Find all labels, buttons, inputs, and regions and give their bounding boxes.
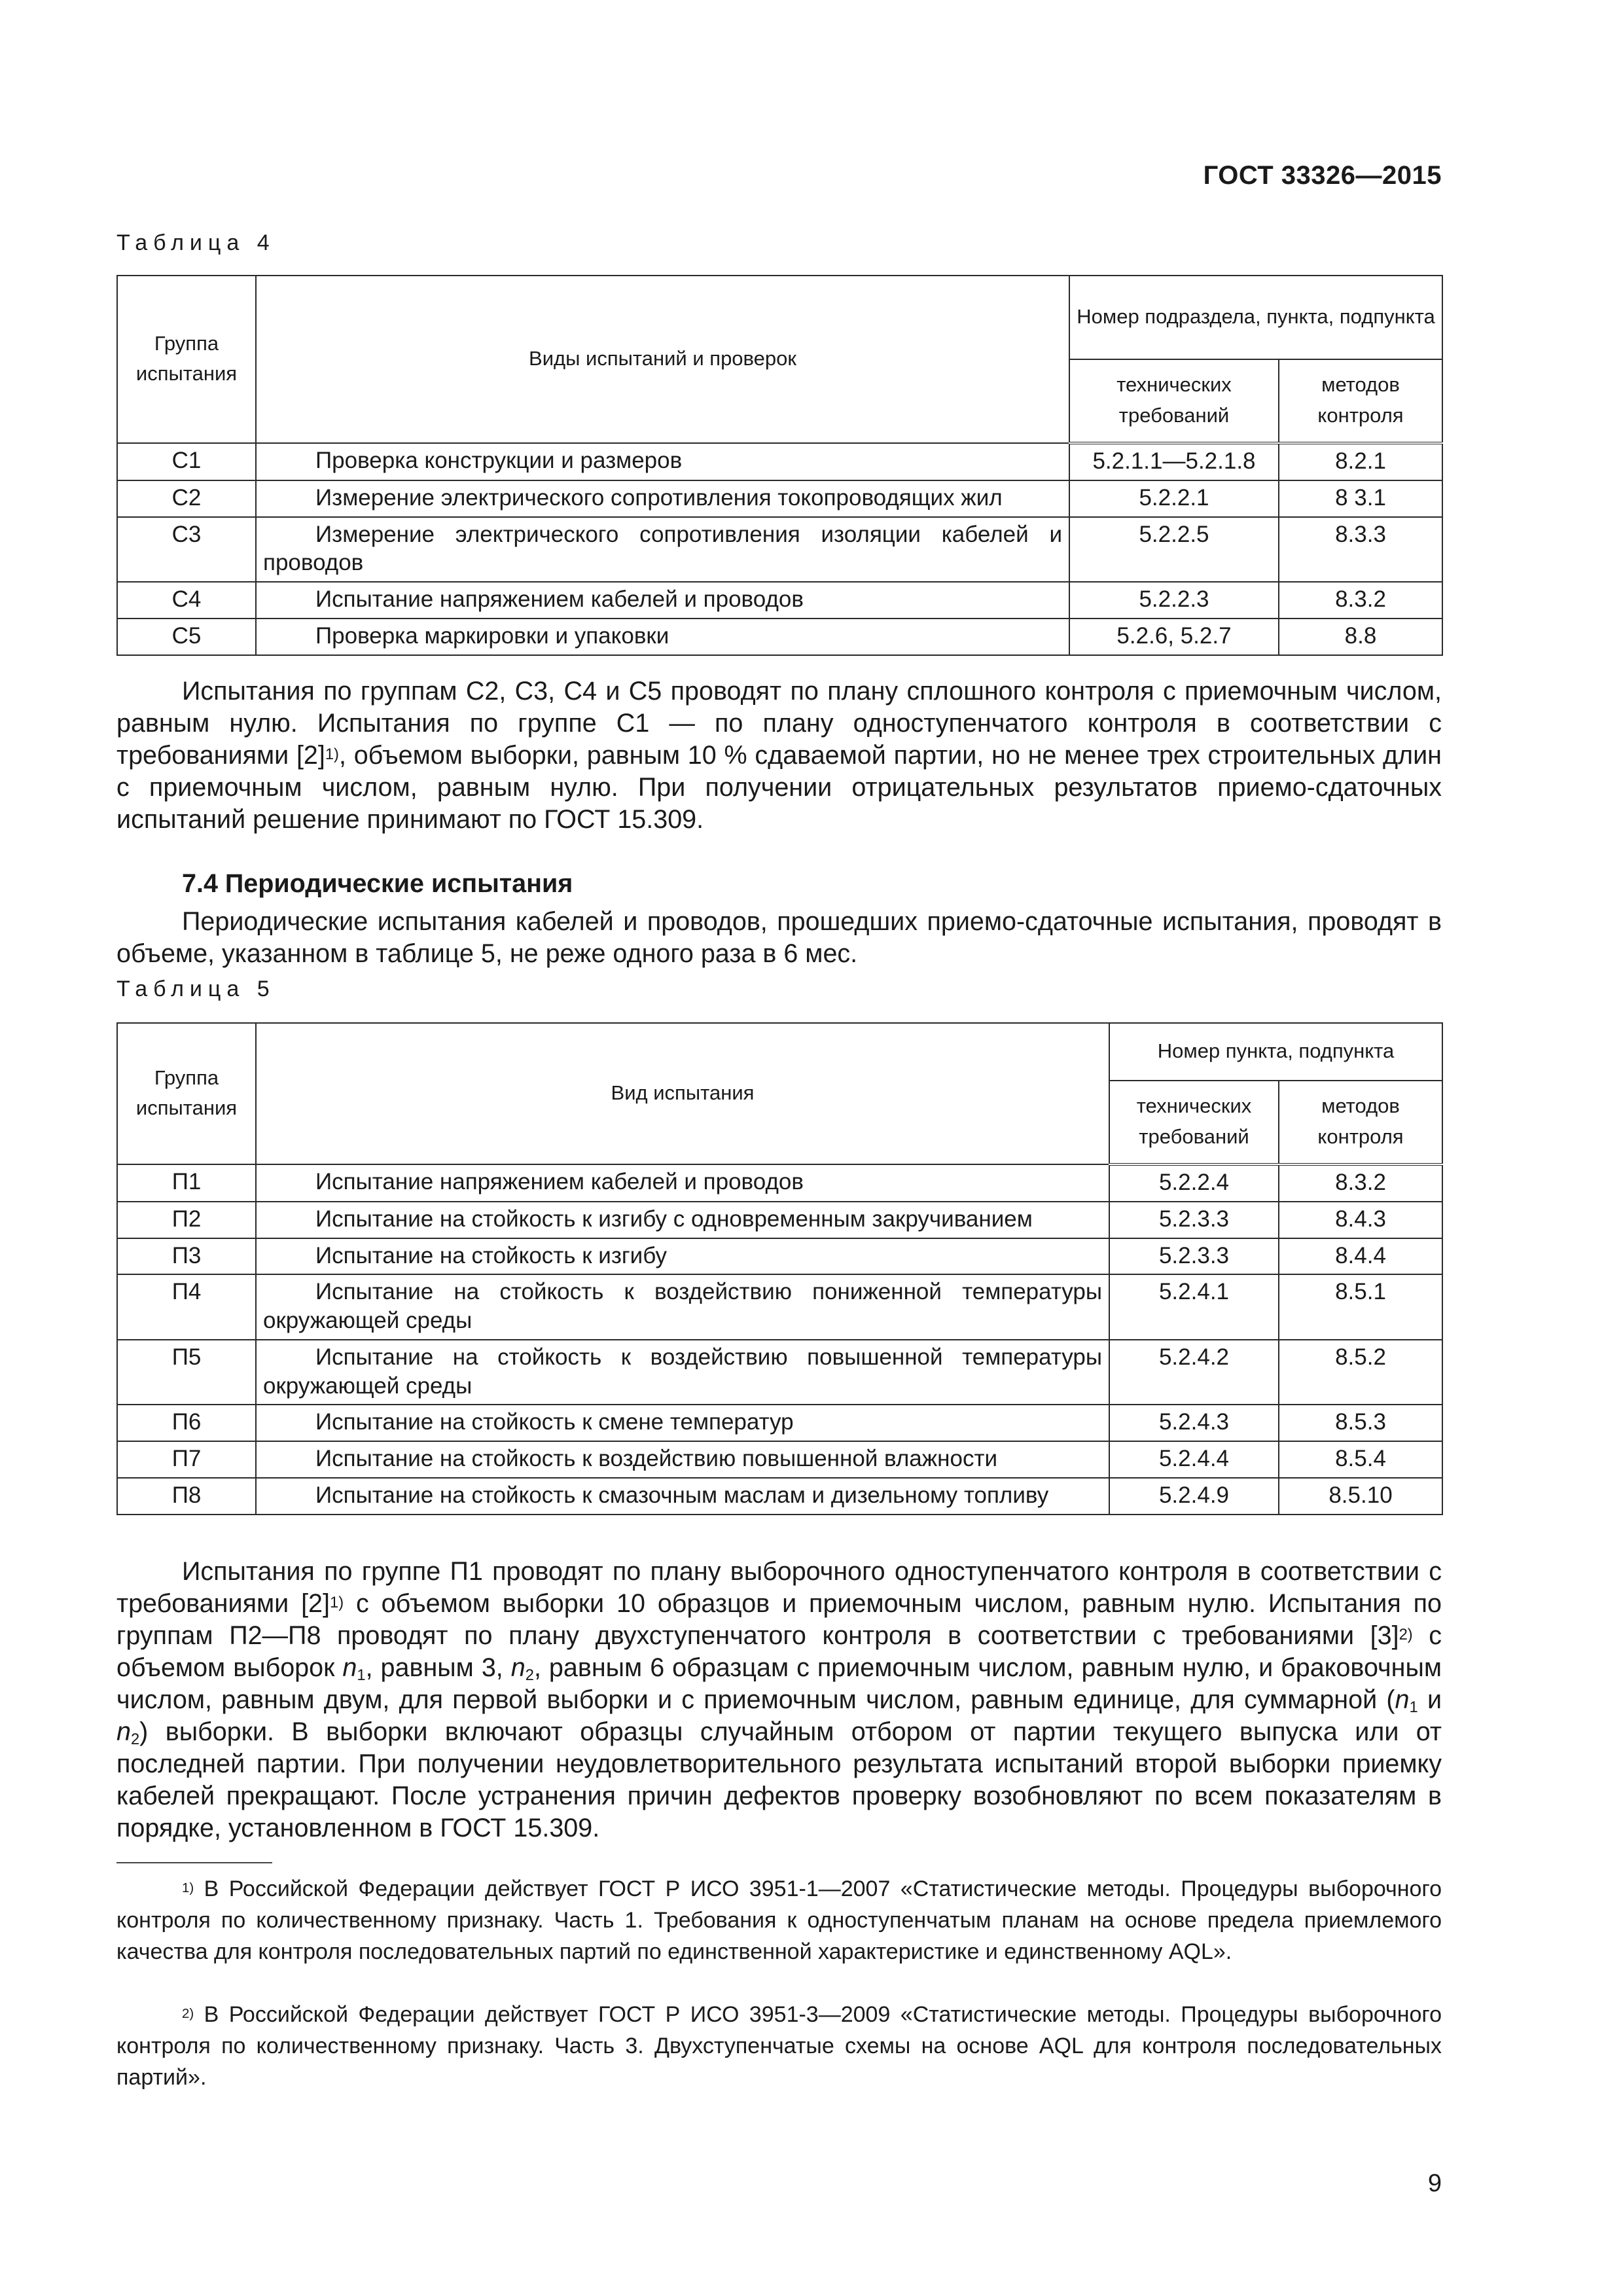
table4-header-group: Группа испытания (117, 276, 256, 443)
group-code: С4 (117, 582, 256, 619)
control-method-ref: 8.5.3 (1279, 1405, 1442, 1441)
group-code: П3 (117, 1238, 256, 1275)
group-code: С1 (117, 443, 256, 480)
group-code: П1 (117, 1164, 256, 1202)
footnote-text: В Российской Федерации действует ГОСТ Р ИСО 3951-3—2009 «Статистические методы. Процедуры выборочного контроля по количественному признаку. Часть 3. Двухступенчатые схемы на основе AQL для контроля последовательных партий». (116, 2002, 1442, 2090)
group-code: П4 (117, 1274, 256, 1340)
table-row (117, 582, 1442, 619)
table5-header-group: Группа испытания (117, 1023, 256, 1164)
tech-requirement-ref: 5.2.4.1 (1109, 1274, 1279, 1340)
footnote-mark: 1) (182, 1880, 194, 1895)
footnote-1 (116, 1873, 1442, 1967)
test-name: Измерение электрического сопротивления токопроводящих жил (256, 480, 1069, 517)
table5-header-tests: Вид испытания (256, 1023, 1109, 1164)
tech-requirement-ref: 5.2.4.9 (1109, 1478, 1279, 1515)
paragraph-text: и (1418, 1685, 1442, 1714)
table-row (117, 443, 1442, 480)
table-row (117, 480, 1442, 517)
test-name: Испытание на стойкость к смене температур (256, 1405, 1109, 1441)
paragraph-text: с объемом выборки 10 образцов и приемочным числом, равным нулю. Испытания по группам П2—П8 проводят по плану двухступенчатого контроля в соответствии с требованиями [3] (116, 1589, 1442, 1650)
table5 (116, 1022, 1443, 1515)
paragraph-text: Испытания по группе П1 проводят по плану выборочного одноступенчатого контроля в соответствии с требованиями [2] (116, 1557, 1442, 1618)
group-code: С2 (117, 480, 256, 517)
control-method-ref: 8.3.2 (1279, 1164, 1442, 1202)
table4-header-tech: технических требований (1069, 359, 1279, 443)
variable-n: n (342, 1653, 357, 1682)
test-name: Испытание напряжением кабелей и проводов (256, 1164, 1109, 1202)
table-row (117, 517, 1442, 583)
subscript: 1 (357, 1666, 366, 1684)
table-row (117, 619, 1442, 655)
control-method-ref: 8.2.1 (1279, 443, 1442, 480)
group-code: П8 (117, 1478, 256, 1515)
footnote-divider (116, 1862, 272, 1863)
test-name: Испытание на стойкость к воздействию повышенной температуры окружающей среды (256, 1340, 1109, 1405)
table4-header-methods: методов контроля (1279, 359, 1442, 443)
tech-requirement-ref: 5.2.6, 5.2.7 (1069, 619, 1279, 655)
paragraph-acceptance-tests (116, 675, 1442, 836)
variable-n: n (510, 1653, 526, 1682)
footnote-mark: 2) (182, 2006, 194, 2021)
table-row (117, 1405, 1442, 1441)
table-row (117, 1238, 1442, 1275)
document-page (116, 0, 1442, 2296)
table4-caption: Таблица 4 (116, 230, 276, 255)
control-method-ref: 8.8 (1279, 619, 1442, 655)
table-row (117, 1164, 1442, 1202)
test-name: Измерение электрического сопротивления изоляции кабелей и проводов (256, 517, 1069, 583)
test-name: Проверка маркировки и упаковки (256, 619, 1069, 655)
control-method-ref: 8.5.2 (1279, 1340, 1442, 1405)
subscript: 2 (130, 1731, 140, 1748)
tech-requirement-ref: 5.2.4.4 (1109, 1441, 1279, 1478)
control-method-ref: 8.5.4 (1279, 1441, 1442, 1478)
page-number: 9 (1427, 2170, 1442, 2197)
table-row (117, 1340, 1442, 1405)
group-code: П5 (117, 1340, 256, 1405)
paragraph-text: с объемом выборок (116, 1621, 1442, 1682)
control-method-ref: 8.3.3 (1279, 517, 1442, 583)
tech-requirement-ref: 5.2.2.4 (1109, 1164, 1279, 1202)
tech-requirement-ref: 5.2.3.3 (1109, 1202, 1279, 1238)
tech-requirement-ref: 5.2.2.1 (1069, 480, 1279, 517)
footnote-2 (116, 1999, 1442, 2093)
document-id-header: ГОСТ 33326—2015 (1203, 161, 1442, 190)
control-method-ref: 8.4.4 (1279, 1238, 1442, 1275)
footnote-ref: 2) (1399, 1626, 1413, 1643)
tech-requirement-ref: 5.2.1.1—5.2.1.8 (1069, 443, 1279, 480)
table4 (116, 275, 1443, 656)
table5-header-methods: методов контроля (1279, 1081, 1442, 1164)
footnote-ref: 1) (325, 745, 339, 763)
paragraph-text: ) выборки. В выборки включают образцы случайным отбором от партии текущего выпуска или от последней партии. При получении неудовлетворительного результата испытаний второй выборки приемку кабелей прекращают. После устранения причин дефектов проверку возобновляют по всем показателям в порядке, установленном в ГОСТ 15.309. (116, 1717, 1442, 1842)
control-method-ref: 8.5.1 (1279, 1274, 1442, 1340)
group-code: С5 (117, 619, 256, 655)
paragraph-text: , равным 3, (365, 1653, 511, 1682)
paragraph-periodic-tests: Периодические испытания кабелей и проводов, прошедших приемо-сдаточные испытания, проводят в объеме, указанном в таблице 5, не реже одного раза в 6 мес. (116, 907, 1442, 968)
paragraph-text: , объемом выборки, равным 10 % сдаваемой партии, но не менее трех строительных длин с приемочным числом, равным нулю. При получении отрицательных результатов приемо-сдаточных испытаний решение принимают по ГОСТ 15.309. (116, 741, 1442, 834)
tech-requirement-ref: 5.2.3.3 (1109, 1238, 1279, 1275)
paragraph-text: , равным 6 образцам с приемочным числом, равным нулю, и браковочным числом, равным двум, для первой выборки и с приемочным числом, равным единице, для суммарной ( (116, 1653, 1442, 1714)
test-name: Испытание на стойкость к изгибу с одновременным закручиванием (256, 1202, 1109, 1238)
table5-caption: Таблица 5 (116, 977, 276, 1001)
test-name: Испытание на стойкость к воздействию повышенной влажности (256, 1441, 1109, 1478)
footnote-ref: 1) (330, 1594, 344, 1611)
tech-requirement-ref: 5.2.4.2 (1109, 1340, 1279, 1405)
test-name: Проверка конструкции и размеров (256, 443, 1069, 480)
subscript: 1 (1409, 1698, 1418, 1716)
table5-header-tech: технических требований (1109, 1081, 1279, 1164)
control-method-ref: 8.4.3 (1279, 1202, 1442, 1238)
table-row (117, 1441, 1442, 1478)
table-row (117, 1478, 1442, 1515)
table5-header-number: Номер пункта, подпункта (1109, 1023, 1442, 1081)
subscript: 2 (525, 1666, 534, 1684)
group-code: П2 (117, 1202, 256, 1238)
paragraph-text: Испытания по группам С2, С3, С4 и С5 проводят по плану сплошного контроля с приемочным числом, равным нулю. Испытания по группе С1 — по плану одноступенчатого контроля в соответствии с требованиями [2] (116, 677, 1442, 770)
tech-requirement-ref: 5.2.2.3 (1069, 582, 1279, 619)
tech-requirement-ref: 5.2.4.3 (1109, 1405, 1279, 1441)
test-name: Испытание на стойкость к смазочным маслам и дизельному топливу (256, 1478, 1109, 1515)
variable-n: n (116, 1717, 131, 1746)
control-method-ref: 8 3.1 (1279, 480, 1442, 517)
control-method-ref: 8.5.10 (1279, 1478, 1442, 1515)
table-row (117, 1274, 1442, 1340)
group-code: П6 (117, 1405, 256, 1441)
test-name: Испытание напряжением кабелей и проводов (256, 582, 1069, 619)
table-row (117, 1202, 1442, 1238)
test-name: Испытание на стойкость к изгибу (256, 1238, 1109, 1275)
test-name: Испытание на стойкость к воздействию пониженной температуры окружающей среды (256, 1274, 1109, 1340)
footnote-text: В Российской Федерации действует ГОСТ Р ИСО 3951-1—2007 «Статистические методы. Процедуры выборочного контроля по количественному признаку. Часть 1. Требования к одноступенчатым планам на основе предела приемлемого качества для контроля последовательных партий по единственной характеристике и единственному AQL». (116, 1876, 1442, 1964)
control-method-ref: 8.3.2 (1279, 582, 1442, 619)
variable-n: n (1395, 1685, 1410, 1714)
section-heading: 7.4 Периодические испытания (182, 869, 573, 898)
tech-requirement-ref: 5.2.2.5 (1069, 517, 1279, 583)
group-code: П7 (117, 1441, 256, 1478)
paragraph-periodic-sampling (116, 1556, 1442, 1844)
group-code: С3 (117, 517, 256, 583)
table4-header-tests: Виды испытаний и проверок (256, 276, 1069, 443)
table4-header-number: Номер подраздела, пункта, подпункта (1069, 276, 1442, 359)
